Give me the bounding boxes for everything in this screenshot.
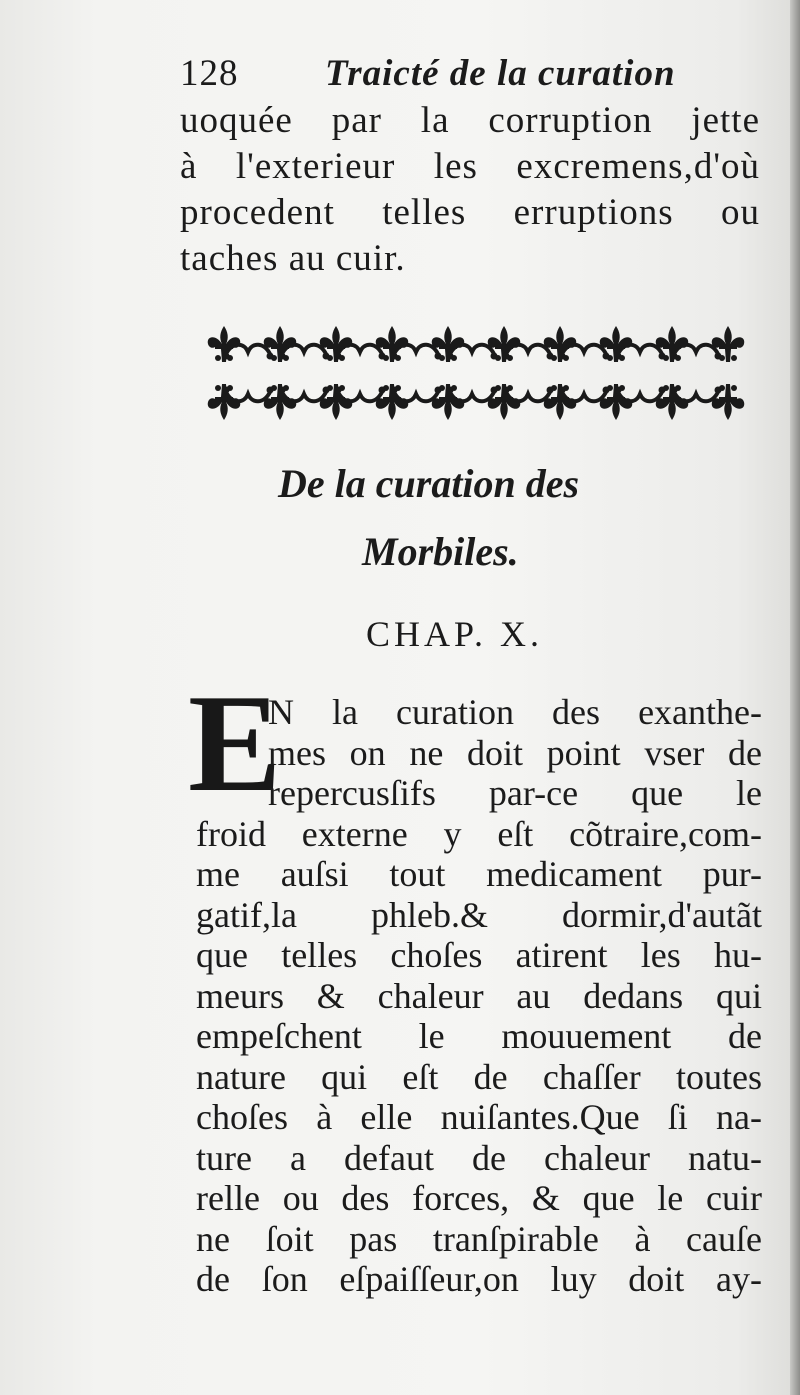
text-line: de ſon eſpaiſſeur,on luy doit ay- bbox=[196, 1259, 762, 1299]
text-line: uoquée par la corruption jette bbox=[180, 100, 760, 141]
page-header bbox=[180, 48, 700, 100]
text-line: taches au cuir. bbox=[180, 238, 406, 279]
text-line: nature qui eſt de chaſſer toutes bbox=[196, 1056, 762, 1097]
text-line: N la curation des exanthe- bbox=[268, 692, 762, 732]
chapter-heading: CHAP. X. bbox=[366, 614, 544, 654]
text-line: choſes à elle nuiſantes.Que ſi na- bbox=[196, 1097, 762, 1137]
carry-over-paragraph bbox=[180, 98, 760, 282]
text-line: que telles choſes atirent les hu- bbox=[196, 935, 762, 975]
fleur-de-lis-ornament-icon bbox=[196, 318, 758, 426]
text-line: procedent telles erruptions ou bbox=[180, 192, 760, 233]
section-title-line: De la curation des bbox=[278, 461, 580, 506]
text-line: me auſsi tout medicament pur- bbox=[196, 854, 762, 894]
section-title bbox=[180, 450, 760, 586]
text-line: relle ou des forces, & que le cuir bbox=[196, 1178, 762, 1218]
text-line: mes on ne doit point vser de bbox=[268, 732, 762, 773]
text-line: meurs & chaleur au dedans qui bbox=[196, 975, 762, 1016]
text-line: à l'exterieur les excremens,d'où bbox=[180, 146, 760, 187]
text-line: ture a defaut de chaleur natu- bbox=[196, 1137, 762, 1178]
text-line: gatif,la phleb.& dormir,d'autãt bbox=[196, 894, 762, 935]
body-paragraph bbox=[196, 692, 762, 1300]
section-title-line: Morbiles. bbox=[362, 529, 519, 574]
text-line: ne ſoit pas tranſpirable à cauſe bbox=[196, 1218, 762, 1259]
page-number: 128 bbox=[180, 53, 239, 94]
text-line: repercusſifs par-ce que le bbox=[268, 773, 762, 813]
text-line: empeſchent le mouuement de bbox=[196, 1016, 762, 1056]
page-edge bbox=[790, 0, 800, 1395]
running-title: Traicté de la curation bbox=[325, 53, 676, 94]
text-line: froid externe y eſt cõtraire,com- bbox=[196, 813, 762, 854]
drop-cap: E bbox=[188, 666, 282, 821]
